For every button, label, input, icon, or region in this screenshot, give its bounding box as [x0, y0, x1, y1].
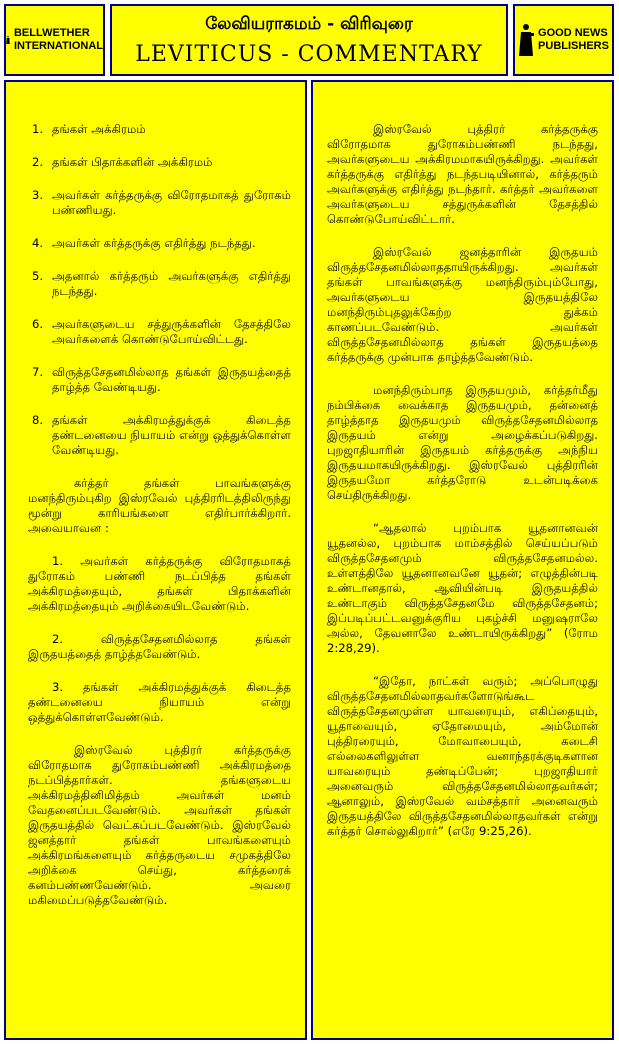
left-logo-line1: BELLWETHER — [13, 27, 90, 39]
list-item: 3. அவர்கள் கர்த்தருக்கு விரோதமாகத் துரோகம் பண்ணியது. — [32, 188, 291, 217]
bellwether-logo — [4, 4, 105, 76]
right-logo-line2: PUBLISHERS — [538, 40, 609, 52]
quote-paragraph: “இதோ, நாட்கள் வரும்; அப்பொழுது விருத்தசேதனமில்லாதவர்களோடுங்கூட விருத்தசேதனமுள்ள யாவரையும், எகிப்தையும், யூதாவையும், ஏதோமையும், அம்மோன் புத்திரரையும், மோவாபையும், கடைசி எல்லைகளிலுள்ள வனாந்தரக்குடிகளான யாவரையும் தண்டிப்பேன்; புறஜாதியார் அனைவரும் விருத்தசேதனமில்லாதவர்கள்; ஆனாலும், இஸ்ரவேல் வம்சத்தார் அனைவரும் இருதயத்திலே விருத்தசேதனமில்லாதவர்கள் என்று கர்த்தர் சொல்லுகிறார்” (எரே 9:25,26). — [327, 674, 598, 838]
good-news-logo — [513, 4, 614, 76]
quote-paragraph: “ஆதலால் புறம்பாக யூதனானவன் யூதனல்ல, புறம்பாக மாம்சத்தில் செய்யப்படும் விருத்தசேதனமும் விருத்தசேதனமல்ல. உள்ளத்திலே யூதனானவனே யூதன்; எழுத்தின்படி உண்டானதால், ஆவியின்படி இருதயத்தில் உண்டாகும் விருத்தசேதனமே விருத்தசேதனம்; இப்படிப்பட்டவனுக்குரிய புகழ்ச்சி மனுஷராலே அல்ல, தேவனாலே உண்டாயிருக்கிறது” (ரோம 2:28,29). — [327, 521, 598, 655]
list-item: 1. தங்கள் அக்கிரமம் — [32, 122, 146, 136]
body-paragraph: இஸ்ரவேல் புத்திரர் கர்த்தருக்கு விரோதமாக துரோகம்பண்ணி நடந்தது, அவர்களுடைய அக்கிரமமாகயிருக்கிறது. அவர்கள் கர்த்தருக்கு எதிர்த்து நடந்தபடியினால், கர்த்தரும் அவர்களுக்கு எதிர்த்து நடந்தார். கர்த்தர் அவர்களை அவர்களுடைய சத்துருக்களின் தேசத்தில் கொண்டுபோய்விட்டார். — [327, 122, 598, 226]
list-item: 5. அதனால் கர்த்தரும் அவர்களுக்கு எதிர்த்து நடந்தது. — [32, 269, 291, 298]
list-item: 4. அவர்கள் கர்த்தருக்கு எதிர்த்து நடந்தது. — [32, 236, 256, 250]
closing-paragraph: இஸ்ரவேல் புத்திரர் கர்த்தருக்கு விரோதமாக துரோகம்பண்ணி அக்கிரமத்தை நடப்பித்தார்கள். தங்களுடைய அக்கிரமத்தினிமித்தம் அவர்கள் மனம் வேதனைப்படவேண்டும். அவர்கள் தங்கள் இருதயத்தில் வெட்கப்படவேண்டும். இஸ்ரவேல் ஜனத்தார் தங்கள் பாவங்களையும் அக்கிரமங்களையும் கர்த்தருடைய சமுகத்திலே அறிக்கை செய்து, கர்த்தரைக் கனம்பண்ணவேண்டும். அவரை மகிமைப்படுத்தவேண்டும். — [28, 743, 291, 907]
list-item: 2. தங்கள் பிதாக்களின் அக்கிரமம் — [32, 155, 213, 169]
right-column — [311, 80, 614, 1040]
herald-figure-icon — [518, 22, 534, 58]
list-item: 6. அவர்களுடைய சத்துருக்களின் தேசத்திலே அவர்களைக் கொண்டுபோய்விட்டது. — [32, 317, 291, 346]
point-paragraph: 2. விருத்தசேதனமில்லாத தங்கள் இருதயத்தைத் தாழ்த்தவேண்டும். — [28, 632, 291, 661]
trumpet-figure-icon — [6, 22, 10, 58]
left-logo-line2: INTERNATIONAL — [13, 40, 103, 52]
right-logo-line1: GOOD NEWS — [538, 27, 608, 39]
title-tamil: லேவியராகமம் - விரிவுரை — [205, 14, 413, 34]
body-paragraph: மனந்திரும்பாத இருதயமும், கர்த்தர்மீது நம்பிக்கை வைக்காத இருதயமும், தன்னைத் தாழ்த்தாத இருதயமும் விருத்தசேதனமில்லாத இருதயம் என்று அழைக்கப்படுகிறது. புறஜாதியாரின் இருதயம் கர்த்தருக்கு அந்நிய இருதயமாகயிருக்கிறது. இஸ்ரவேல் புத்திரரின் இருதயமோ கர்த்தரோடு உடன்படிக்கை செய்திருக்கிறது. — [327, 383, 598, 502]
point-paragraph: 1. அவர்கள் கர்த்தருக்கு விரோதமாகத் துரோகம் பண்ணி நடப்பித்த தங்கள் அக்கிரமத்தையும், தங்கள் பிதாக்களின் அக்கிரமத்தையும் அறிக்கையிடவேண்டும். — [28, 554, 291, 613]
title-banner — [110, 4, 508, 76]
list-item: 8. தங்கள் அக்கிரமத்துக்குக் கிடைத்த தண்டனையை நியாயம் என்று ஒத்துக்கொள்ள வேண்டியது. — [32, 413, 291, 457]
body-paragraph: இஸ்ரவேல் ஜனத்தாரின் இருதயம் விருத்தசேதனமில்லாததாயிருக்கிறது. அவர்கள் தங்கள் பாவங்களுக்கு மனந்திரும்பும்போது, அவர்களுடைய இருதயத்திலே மனந்திரும்புதலுக்கேற்ற துக்கம் காணப்படவேண்டும். அவர்கள் விருத்தசேதனமில்லாத தங்கள் இருதயத்தை கர்த்தருக்கு முன்பாக தாழ்த்தவேண்டும். — [327, 245, 598, 364]
list-item: 7. விருத்தசேதனமில்லாத தங்கள் இருதயத்தைத் தாழ்த்த வேண்டியது. — [32, 365, 291, 394]
point-paragraph: 3. தங்கள் அக்கிரமத்துக்குக் கிடைத்த தண்டனையை நியாயம் என்று ஒத்துக்கொள்ளவேண்டும். — [28, 680, 291, 724]
title-english: LEVITICUS - COMMENTARY — [135, 42, 483, 67]
left-column — [4, 80, 307, 1040]
intro-paragraph: கர்த்தர் தங்கள் பாவங்களுக்கு மனந்திரும்புகிற இஸ்ரவேல் புத்திரரிடத்திலிருந்து மூன்று காரியங்களை எதிர்பார்க்கிறார். அவையாவன : — [28, 476, 291, 535]
